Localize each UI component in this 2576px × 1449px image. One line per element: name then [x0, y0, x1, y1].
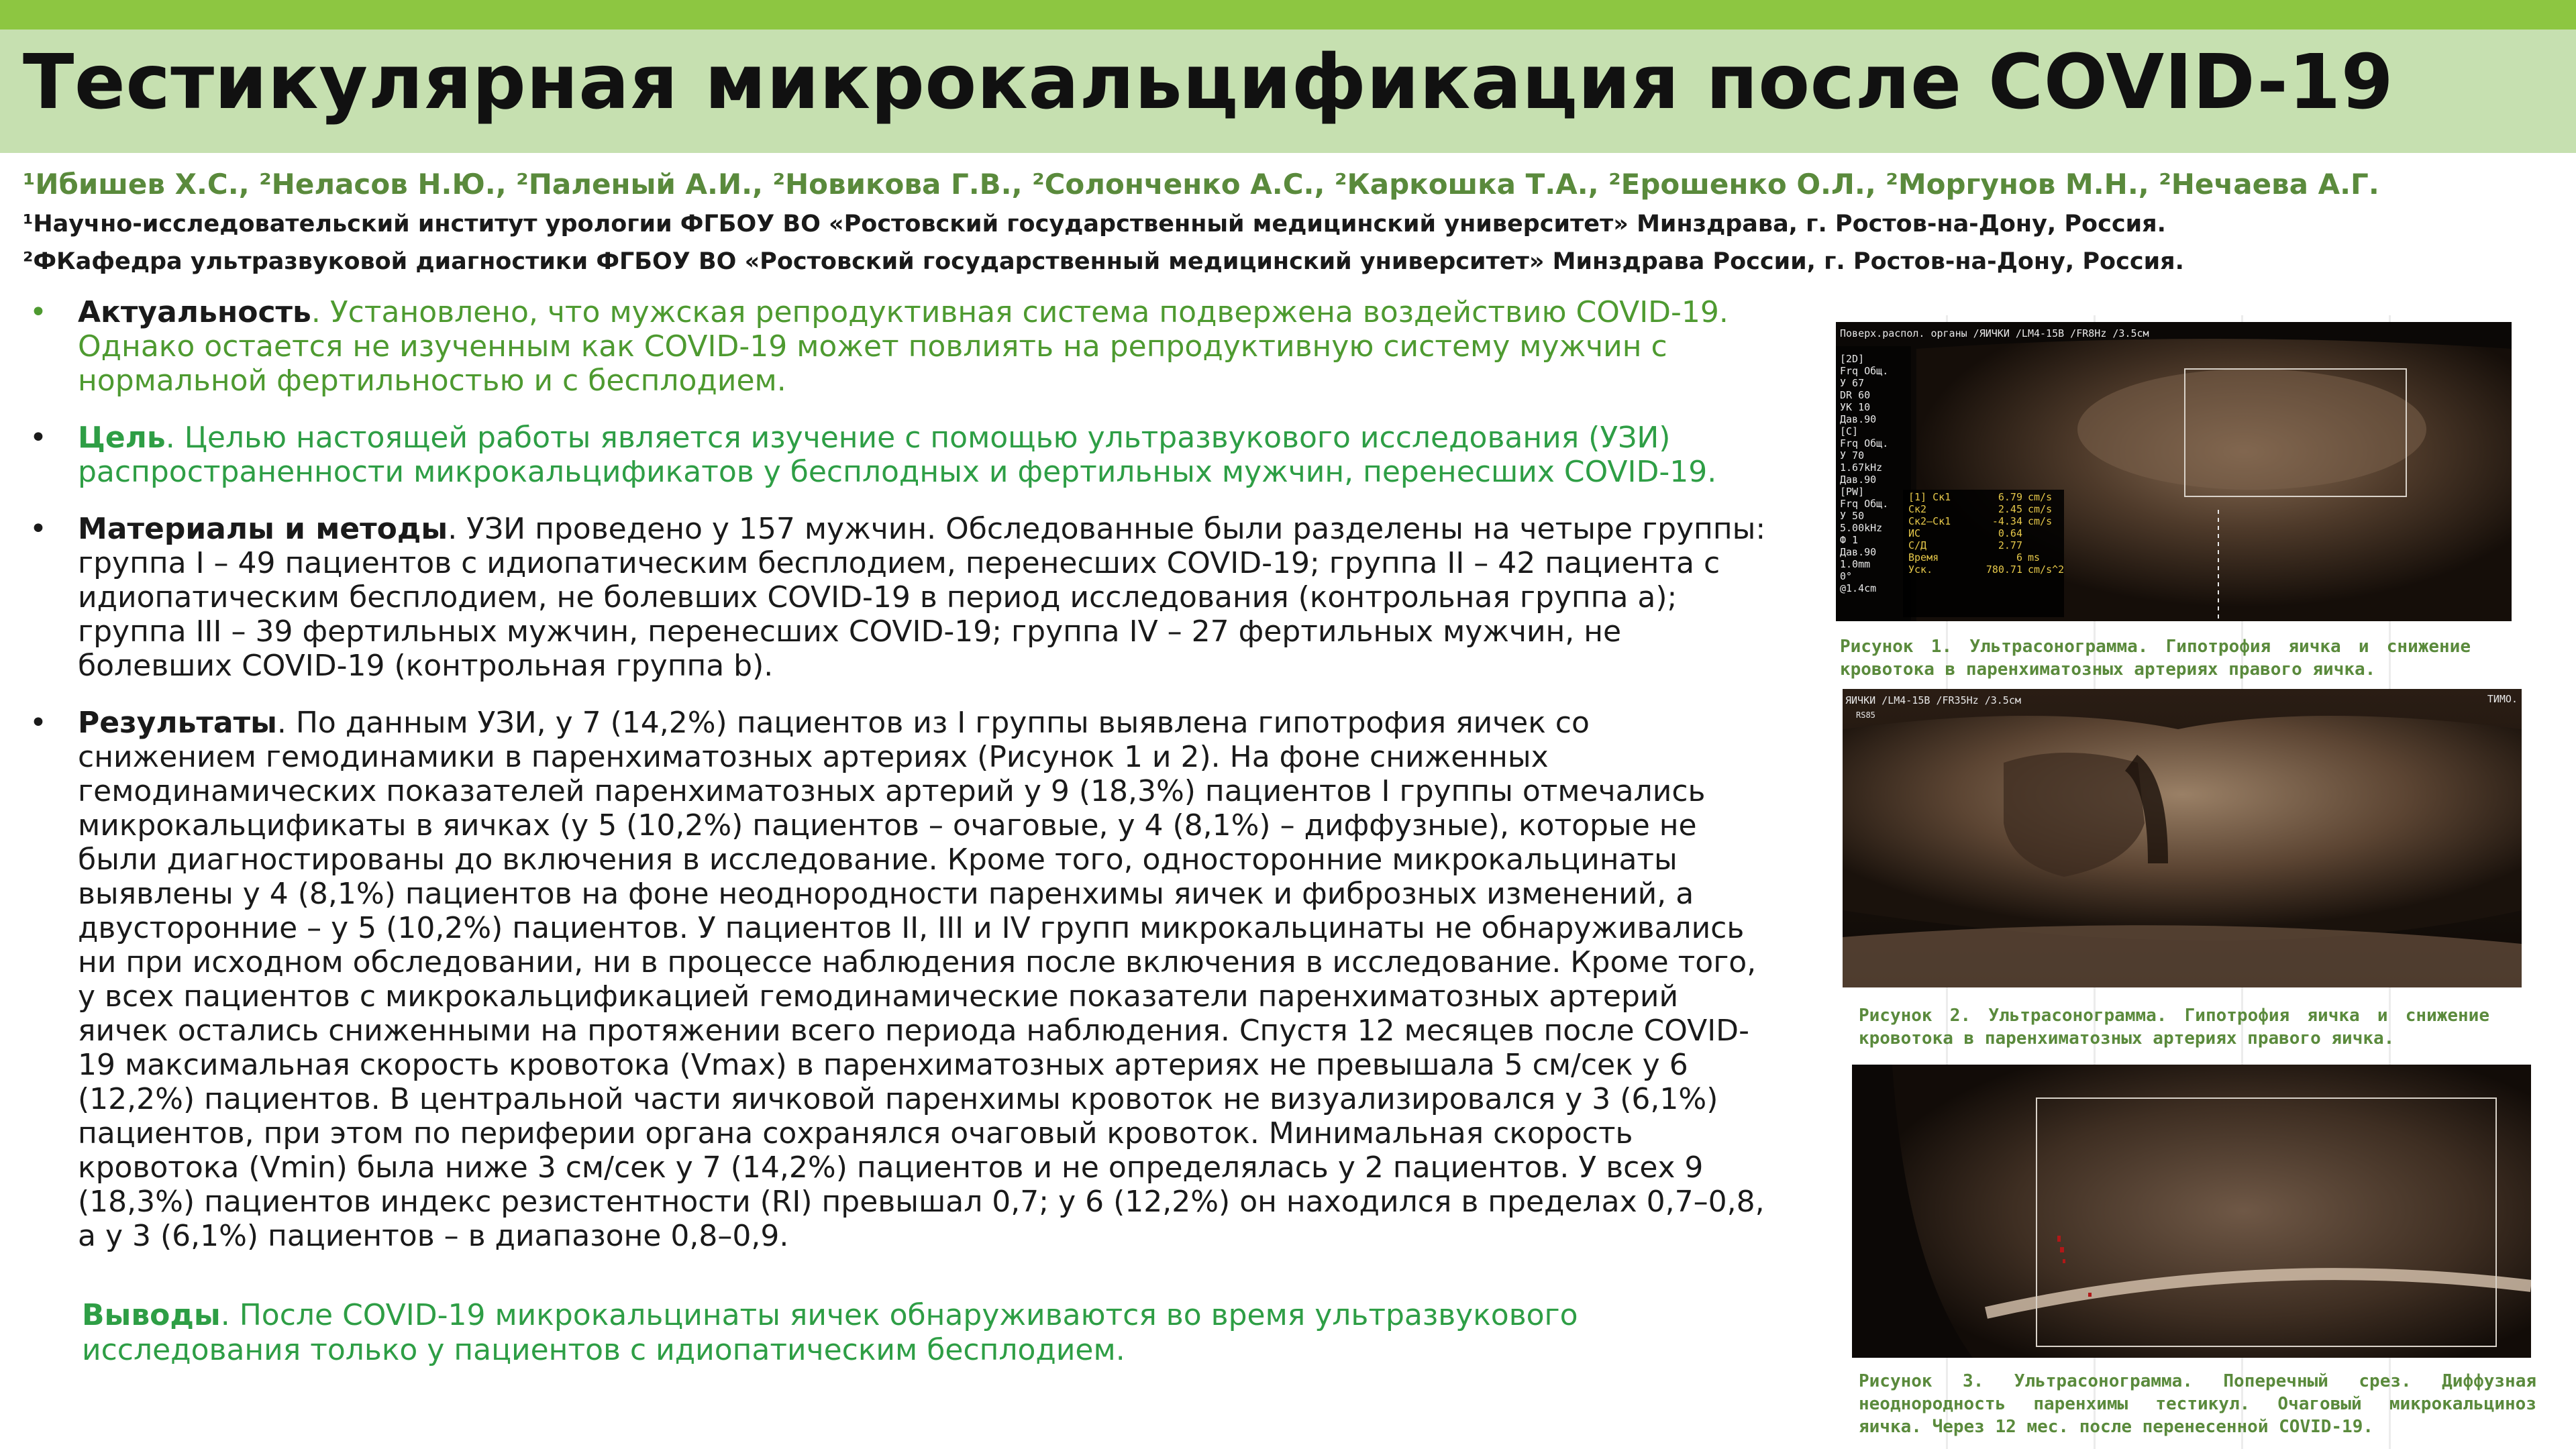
scan-param: 1.0mm	[1840, 558, 1871, 570]
scan-side-params	[1840, 353, 1888, 594]
bullet-dot: •	[30, 421, 47, 455]
scan-param: 5.00kHz	[1840, 522, 1883, 534]
scan-param: [C]	[1840, 425, 1859, 437]
ultrasound-scan-graphic	[1836, 322, 2512, 621]
measurement-unit: cm/s	[2028, 503, 2053, 515]
scan-header: Поверх.распол. органы /ЯИЧКИ /LM4-15B /FR8Hz /3.5см	[1840, 327, 2149, 339]
scan-param: У 70	[1840, 449, 1865, 462]
scan-param: DR 60	[1840, 389, 1871, 401]
measurement-unit	[2022, 539, 2068, 551]
scan-header: ЯИЧКИ /LM4-15B /FR35Hz /3.5см	[1845, 694, 2021, 706]
main-text-column	[30, 295, 1774, 1276]
scan-param: Frq Общ.	[1840, 437, 1889, 449]
scan-param: [2D]	[1840, 353, 1865, 365]
measurement-unit: cm/s	[2028, 491, 2053, 503]
measurement-value: 6.79	[1998, 491, 2022, 503]
section-methods	[30, 512, 1774, 683]
top-accent-bar	[0, 0, 2576, 30]
poster-title: Тестикулярная микрокальцификация после COVID-19	[23, 39, 2394, 126]
section-conclusions	[82, 1298, 1793, 1368]
scan-param: У 67	[1840, 377, 1865, 389]
measurement-name: ИС	[1908, 527, 1921, 539]
section-text: . После COVID-19 микрокальцинаты яичек обнаруживаются во время ультразвукового исследования только у пациентов с идиопатическим бесплодием.	[82, 1298, 1578, 1367]
section-results	[30, 706, 1774, 1253]
scan-param: Frq Общ.	[1840, 365, 1889, 377]
ultrasound-scan-graphic	[1843, 689, 2522, 987]
scan-param: 0°	[1840, 570, 1853, 582]
section-label: Актуальность	[78, 295, 311, 329]
scan-param: УК 10	[1840, 401, 1871, 413]
section-label: Результаты	[78, 706, 277, 740]
scan-param: Дав.90	[1840, 474, 1877, 486]
scan-subheader: RS85	[1856, 710, 1875, 720]
scan-param: Дав.90	[1840, 546, 1877, 558]
section-text: . Установлено, что мужская репродуктивная система подвержена воздействию COVID-19. Однако остается не изученным как COVID-19 может повлиять на репродуктивную систему мужчин с нормальной фертильностью и с бесплодием.	[78, 295, 1729, 398]
measurement-value: 2.45	[1998, 503, 2022, 515]
scan-param: Frq Общ.	[1840, 498, 1889, 510]
measurement-unit	[2022, 527, 2068, 539]
measurement-row	[1908, 515, 2068, 527]
measurement-value: 2.77	[1998, 539, 2022, 551]
measurement-row	[1908, 564, 2068, 576]
figure-caption-1: Рисунок 1. Ультрасонограмма. Гипотрофия яичка и снижение кровотока в паренхиматозных артериях правого яичка.	[1840, 637, 2471, 680]
bullet-dot: •	[30, 295, 47, 329]
measurement-name: С/Д	[1908, 539, 1927, 551]
bullet-dot: •	[30, 512, 47, 546]
authors-line: ¹Ибишев Х.С., ²Неласов Н.Ю., ²Паленый А.И., ²Новикова Г.В., ²Солонченко А.С., ²Каркошка Т.А., ²Ерошенко О.Л., ²Моргунов М.Н., ²Нечаева А.Г.	[23, 168, 2379, 201]
measurement-row	[1908, 491, 2068, 503]
scan-param: [PW]	[1840, 486, 1865, 498]
section-label: Выводы	[82, 1298, 221, 1332]
section-text: . Целью настоящей работы является изучение с помощью ультразвукового исследования (УЗИ) распространенности микрокальцификатов у бесплодных и фертильных мужчин, перенесших COVID-19.	[78, 421, 1717, 489]
measurement-row	[1908, 539, 2068, 551]
ultrasound-image-2	[1843, 689, 2522, 987]
ultrasound-image-1	[1836, 322, 2512, 621]
measurement-name: Время	[1908, 551, 1939, 564]
measurement-name: Ск2–Ск1	[1908, 515, 1951, 527]
scan-corner-label: ТИМО.	[2487, 693, 2518, 705]
measurement-value: 6	[2016, 551, 2022, 564]
measurement-unit: cm/s	[2028, 515, 2053, 527]
scan-param: 1.67kHz	[1840, 462, 1883, 474]
scan-param: У 50	[1840, 510, 1865, 522]
section-relevance	[30, 295, 1774, 398]
section-text: . УЗИ проведено у 157 мужчин. Обследованные были разделены на четыре группы: группа I – 49 пациентов с идиопатическим бесплодием, перенесших COVID-19; группа II – 42 пациента с идиопатическим бесплодием, не болевших COVID-19 в период исследования (контрольная группа a); группа III – 39 фертильных мужчин, перенесших COVID-19; группа IV – 27 фертильных мужчин, не болевших COVID-19 (контрольная группа b).	[78, 512, 1766, 683]
measurement-name: Ск2	[1908, 503, 1927, 515]
affiliation-2: ²ФКафедра ультразвуковой диагностики ФГБОУ ВО «Ростовский государственный медицинский университет» Минздрава России, г. Ростов-на-Дону, Россия.	[23, 248, 2184, 275]
affiliation-1: ¹Научно-исследовательский институт урологии ФГБОУ ВО «Ростовский государственный медицинский университет» Минздрава, г. Ростов-на-Дону, Россия.	[23, 211, 2166, 237]
measurement-table	[1908, 491, 2068, 576]
scan-param: Дав.90	[1840, 413, 1877, 425]
section-label: Цель	[78, 421, 166, 455]
measurement-name: [1] Ск1	[1908, 491, 1951, 503]
measurement-row	[1908, 551, 2068, 564]
bullet-dot: •	[30, 706, 47, 740]
section-label: Материалы и методы	[78, 512, 448, 546]
figure-caption-3: Рисунок 3. Ультрасонограмма. Поперечный срез. Диффузная неоднородность паренхимы тестикул. Очаговый микрокальциноз яичка. Через 12 мес. после перенесенной COVID-19.	[1859, 1371, 2536, 1437]
figure-caption-2: Рисунок 2. Ультрасонограмма. Гипотрофия яичка и снижение кровотока в паренхиматозных артериях правого яичка.	[1859, 1006, 2489, 1049]
ultrasound-scan-graphic	[1852, 1065, 2531, 1358]
ultrasound-image-3	[1852, 1065, 2531, 1358]
measurement-value: 780.71	[1986, 564, 2022, 576]
measurement-row	[1908, 503, 2068, 515]
scan-param: Ф 1	[1840, 534, 1859, 546]
scan-param: @1.4cm	[1840, 582, 1877, 594]
measurement-row	[1908, 527, 2068, 539]
section-aim	[30, 421, 1774, 489]
measurement-unit: cm/s^2	[2028, 564, 2065, 576]
measurement-unit: ms	[2028, 551, 2041, 564]
measurement-name: Уск.	[1908, 564, 1933, 576]
measurement-value: 0.64	[1998, 527, 2022, 539]
measurement-value: -4.34	[1992, 515, 2022, 527]
section-text: . По данным УЗИ, у 7 (14,2%) пациентов из I группы выявлена гипотрофия яичек со снижением гемодинамики в паренхиматозных артериях (Рисунок 1 и 2). На фоне сниженных гемодинамических показателей паренхиматозных артерий у 9 (18,3%) пациентов I группы отмечались микрокальцификаты в яичках (у 5 (10,2%) пациентов – очаговые, у 4 (8,1%) – диффузные), которые не были диагностированы до включения в исследование. Кроме того, односторонние микрокальцинаты выявлены у 4 (8,1%) пациентов на фоне неоднородности паренхимы яичек и фиброзных изменений, а двусторонние – у 5 (10,2%) пациентов. У пациентов II, III и IV групп микрокальцинаты не обнаруживались ни при исходном обследовании, ни в процессе наблюдения после включения в исследование. Кроме того, у всех пациентов с микрокальцификацией гемодинамические показатели паренхиматозных артерий яичек остались сниженными на протяжении всего периода наблюдения. Спустя 12 месяцев после COVID-19 максимальная скорость кровотока (Vmax) в паренхиматозных артериях не превышала 5 см/сек у 6 (12,2%) пациентов. В центральной части яичковой паренхимы кровоток не визуализировался у 3 (6,1%) пациентов, при этом по периферии органа сохранялся очаговый кровоток. Минимальная скорость кровотока (Vmin) была ниже 3 см/сек у 7 (14,2%) пациентов и не определялась у 2 пациентов. У всех 9 (18,3%) пациентов индекс резистентности (RI) превышал 0,7; у 6 (12,2%) он находился в пределах 0,7–0,8, а у 3 (6,1%) пациентов – в диапазоне 0,8–0,9.	[78, 706, 1765, 1253]
